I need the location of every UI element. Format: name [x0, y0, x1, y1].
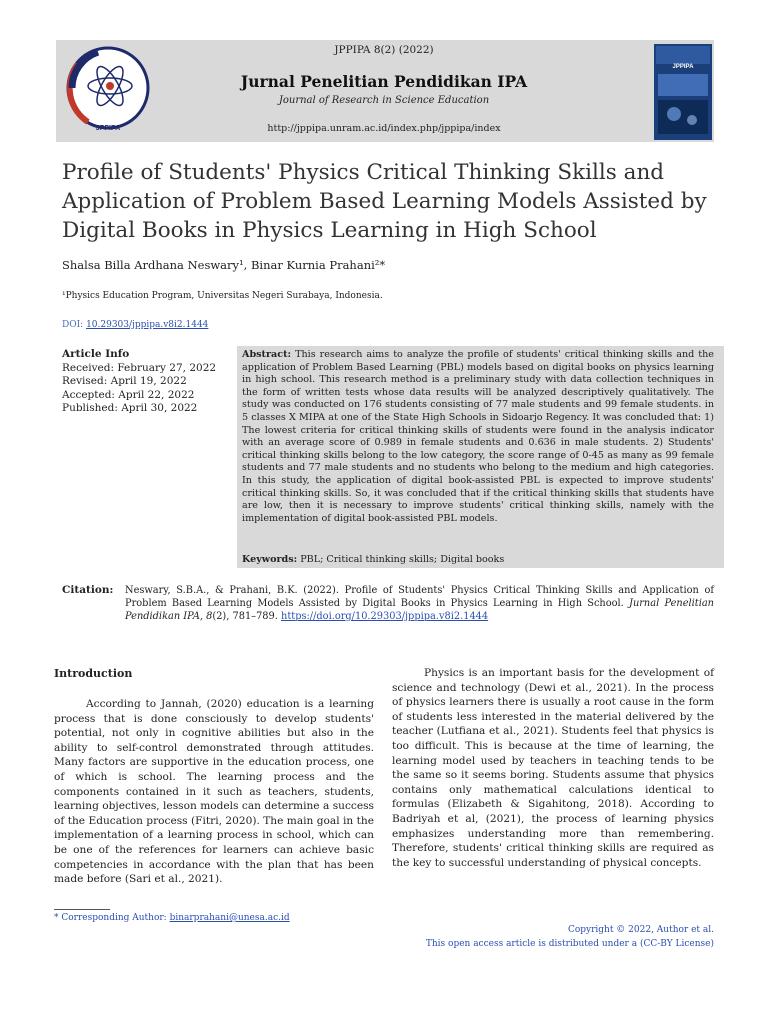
author-email-link[interactable]: binarprahani@unesa.ac.id	[169, 913, 290, 923]
abstract-text: This research aims to analyze the profile of students' critical thinking skills and the application of Problem Based Learning (PBL) models based on digital books on physics learning in high school. This research method is a preliminary study with data collection techniques in the form of written tests whose data results will be analyzed descriptively qualitatively. The study was conducted on 176 students consisting of 77 male students and 99 female students. in 5 classes X MIPA at one of the State High Schools in Sidoarjo Regency. It was concluded that: 1) The lowest criteria for critical thinking skills of students were found in the analysis indicator with an average score of 0.989 in female students and 0.636 in male students. 2) Students' critical thinking skills belong to the low category, the score range of 0-45 as many as 99 female students and 77 male students and no students who belong to the medium and high categories. In this study, the application of digital book-assisted PBL is expected to improve students' critical thinking skills. So, it was concluded that if the critical thinking skills that students have are low, then it is necessary to improve students' critical thinking skills, namely with the implementation of digital book-assisted PBL models.	[242, 349, 714, 524]
citation-label: Citation:	[62, 584, 114, 596]
body-paragraph-2: Physics is an important basis for the development of science and technology (Dewi et al., 2021). In the process of physics learners there is usually a root cause in the form of students less interested in the material delivered by the teacher (Lutfiana et al., 2021). Students feel that physics is too difficult. This is because at the time of learning, the learning model used by teachers in teaching tends to be the same so it seems boring. Students assume that physics contains only mathematical calculations identical to formulas (Elizabeth & Sigahitong, 2018). According to Badriyah et al, (2021), the process of learning physics emphasizes understanding more than remembering. Therefore, students' critical thinking skills are required as the key to successful understanding of physical concepts.	[392, 667, 714, 869]
doi-label: DOI:	[62, 320, 84, 330]
article-doi	[62, 320, 208, 330]
license-notice: This open access article is distributed under a (CC-BY License)	[425, 939, 714, 949]
corresponding-label: * Corresponding Author:	[54, 913, 170, 923]
article-info-heading: Article Info	[62, 348, 130, 360]
abstract-label: Abstract:	[242, 349, 292, 360]
accepted-date: Accepted: April 22, 2022	[62, 388, 195, 401]
article-title: Profile of Students' Physics Critical Thinking Skills and Application of Problem Based Learning Models Assisted by Digital Books in Physics Learning in High School	[62, 160, 707, 243]
published-date: Published: April 30, 2022	[62, 402, 198, 414]
article-info	[62, 348, 232, 416]
received-date: Received: February 27, 2022	[62, 361, 217, 374]
citation-pages: (2), 781–789.	[212, 611, 282, 622]
section-heading-introduction: Introduction	[54, 667, 133, 680]
author-affiliation: ¹Physics Education Program, Universitas Negeri Surabaya, Indonesia.	[62, 291, 383, 301]
copyright-notice: Copyright © 2022, Author et al.	[567, 925, 714, 935]
keywords-label: Keywords:	[242, 554, 298, 565]
keywords-text: PBL; Critical thinking skills; Digital books	[297, 554, 505, 565]
journal-volume: JPPIPA 8(2) (2022)	[334, 44, 434, 56]
citation-journal: Jurnal Penelitian Pendidikan IPA, 8	[125, 598, 714, 622]
logo-caption: JPPIPA	[95, 125, 121, 132]
citation-main: Neswary, S.B.A., & Prahani, B.K. (2022). Profile of Students' Physics Critical Thinking Skills and Application of Problem Based Learning Models Assisted by Digital Books in Physics Learning in High School.	[125, 585, 714, 609]
body-paragraph-1: According to Jannah, (2020) education is a learning process that is done consciously to develop students' potential, not only in cognitive abilities but also in the ability to self-control demonstrated through attitudes. Many factors are supportive in the education process, one of which is school. The learning process and the components contained in it such as teachers, students, learning objectives, lesson models can determine a success of the Education process (Fitri, 2020). The main goal in the implementation of a learning process in school, which can be one of the references for learners can achieve basic competencies in accordance with the plan that has been made before (Sari et al., 2021).	[54, 698, 374, 886]
revised-date: Revised: April 19, 2022	[62, 375, 187, 387]
citation-text	[125, 584, 714, 623]
keywords	[242, 554, 714, 565]
article-authors: Shalsa Billa Ardhana Neswary¹, Binar Kurnia Prahani²*	[62, 258, 386, 272]
journal-url[interactable]: http://jppipa.unram.ac.id/index.php/jppipa/index	[267, 123, 501, 134]
journal-title: Jurnal Penelitian Pendidikan IPA	[240, 72, 528, 91]
cover-title: JPPIPA	[672, 64, 694, 70]
doi-link[interactable]: 10.29303/jppipa.v8i2.1444	[86, 320, 209, 330]
corresponding-author-footnote	[54, 913, 290, 923]
abstract	[242, 349, 714, 525]
journal-subtitle: Journal of Research in Science Education	[278, 95, 490, 106]
citation-doi-link[interactable]: https://doi.org/10.29303/jppipa.v8i2.1444	[281, 611, 489, 622]
footnote-divider	[54, 909, 110, 910]
